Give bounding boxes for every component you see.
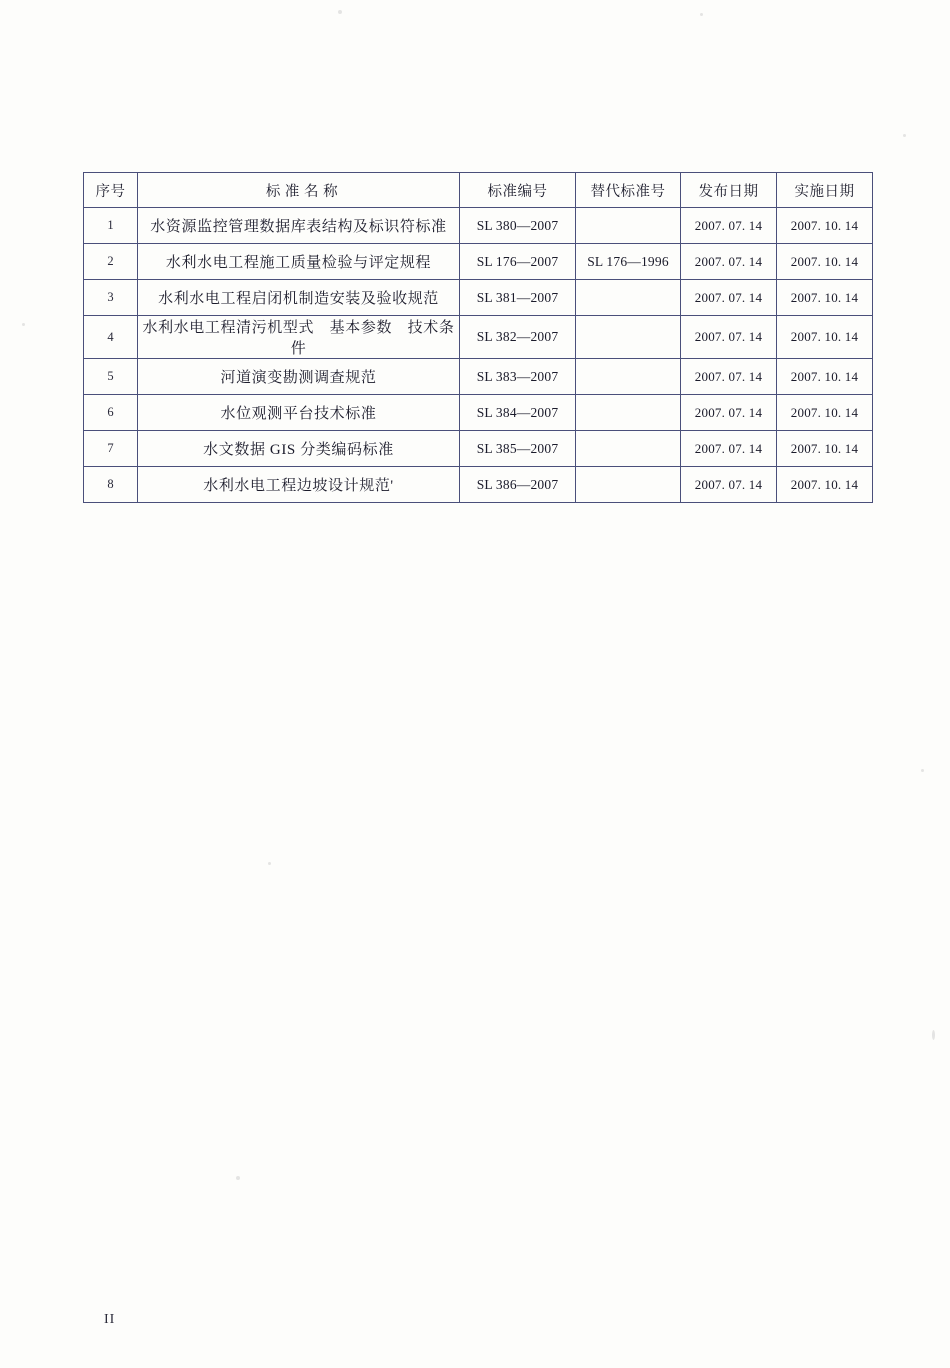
cell-effective: 2007. 10. 14 [777,359,873,395]
cell-code: SL 381—2007 [460,280,576,316]
scan-speck [236,1176,240,1180]
cell-no: 1 [84,208,138,244]
cell-replaces [576,467,681,503]
cell-replaces [576,359,681,395]
cell-effective: 2007. 10. 14 [777,467,873,503]
cell-name: 河道演变勘测调查规范 [138,359,460,395]
header-cell-effective: 实施日期 [777,173,873,208]
cell-replaces [576,208,681,244]
cell-published: 2007. 07. 14 [681,244,777,280]
cell-effective: 2007. 10. 14 [777,244,873,280]
header-cell-replaces: 替代标准号 [576,173,681,208]
cell-name: 水利水电工程启闭机制造安装及验收规范 [138,280,460,316]
cell-no: 8 [84,467,138,503]
scan-speck [932,1030,935,1040]
cell-name: 水利水电工程施工质量检验与评定规程 [138,244,460,280]
cell-name: 水利水电工程清污机型式 基本参数 技术条件 [138,316,460,359]
cell-replaces [576,431,681,467]
scan-speck [268,862,271,865]
cell-no: 3 [84,280,138,316]
table-row [84,208,873,244]
cell-code: SL 383—2007 [460,359,576,395]
cell-effective: 2007. 10. 14 [777,208,873,244]
cell-no: 5 [84,359,138,395]
cell-name: 水资源监控管理数据库表结构及标识符标准 [138,208,460,244]
scan-speck [338,10,342,14]
cell-replaces: SL 176—1996 [576,244,681,280]
cell-name: 水利水电工程边坡设计规范' [138,467,460,503]
table-row [84,316,873,359]
scan-speck [903,134,906,137]
cell-no: 2 [84,244,138,280]
cell-effective: 2007. 10. 14 [777,431,873,467]
cell-code: SL 380—2007 [460,208,576,244]
scan-speck [700,13,703,16]
cell-published: 2007. 07. 14 [681,359,777,395]
cell-effective: 2007. 10. 14 [777,395,873,431]
cell-code: SL 382—2007 [460,316,576,359]
cell-code: SL 385—2007 [460,431,576,467]
standards-table [83,172,873,503]
cell-published: 2007. 07. 14 [681,467,777,503]
page-number: II [104,1312,116,1327]
cell-effective: 2007. 10. 14 [777,280,873,316]
cell-name: 水文数据 GIS 分类编码标准 [138,431,460,467]
header-cell-published: 发布日期 [681,173,777,208]
cell-no: 6 [84,395,138,431]
header-cell-name: 标 准 名 称 [138,173,460,208]
cell-code: SL 176—2007 [460,244,576,280]
cell-code: SL 384—2007 [460,395,576,431]
cell-published: 2007. 07. 14 [681,316,777,359]
table-row [84,395,873,431]
standards-table-container [83,172,866,503]
table-row [84,280,873,316]
cell-replaces [576,316,681,359]
cell-name: 水位观测平台技术标准 [138,395,460,431]
cell-no: 7 [84,431,138,467]
cell-replaces [576,280,681,316]
cell-published: 2007. 07. 14 [681,395,777,431]
cell-no: 4 [84,316,138,359]
table-row [84,467,873,503]
header-cell-no: 序号 [84,173,138,208]
table-header-row [84,173,873,208]
scan-speck [22,323,25,326]
scan-speck [921,769,924,772]
table-row [84,431,873,467]
cell-replaces [576,395,681,431]
table-row [84,244,873,280]
cell-effective: 2007. 10. 14 [777,316,873,359]
table-row [84,359,873,395]
cell-published: 2007. 07. 14 [681,280,777,316]
cell-published: 2007. 07. 14 [681,208,777,244]
header-cell-code: 标准编号 [460,173,576,208]
cell-code: SL 386—2007 [460,467,576,503]
cell-published: 2007. 07. 14 [681,431,777,467]
